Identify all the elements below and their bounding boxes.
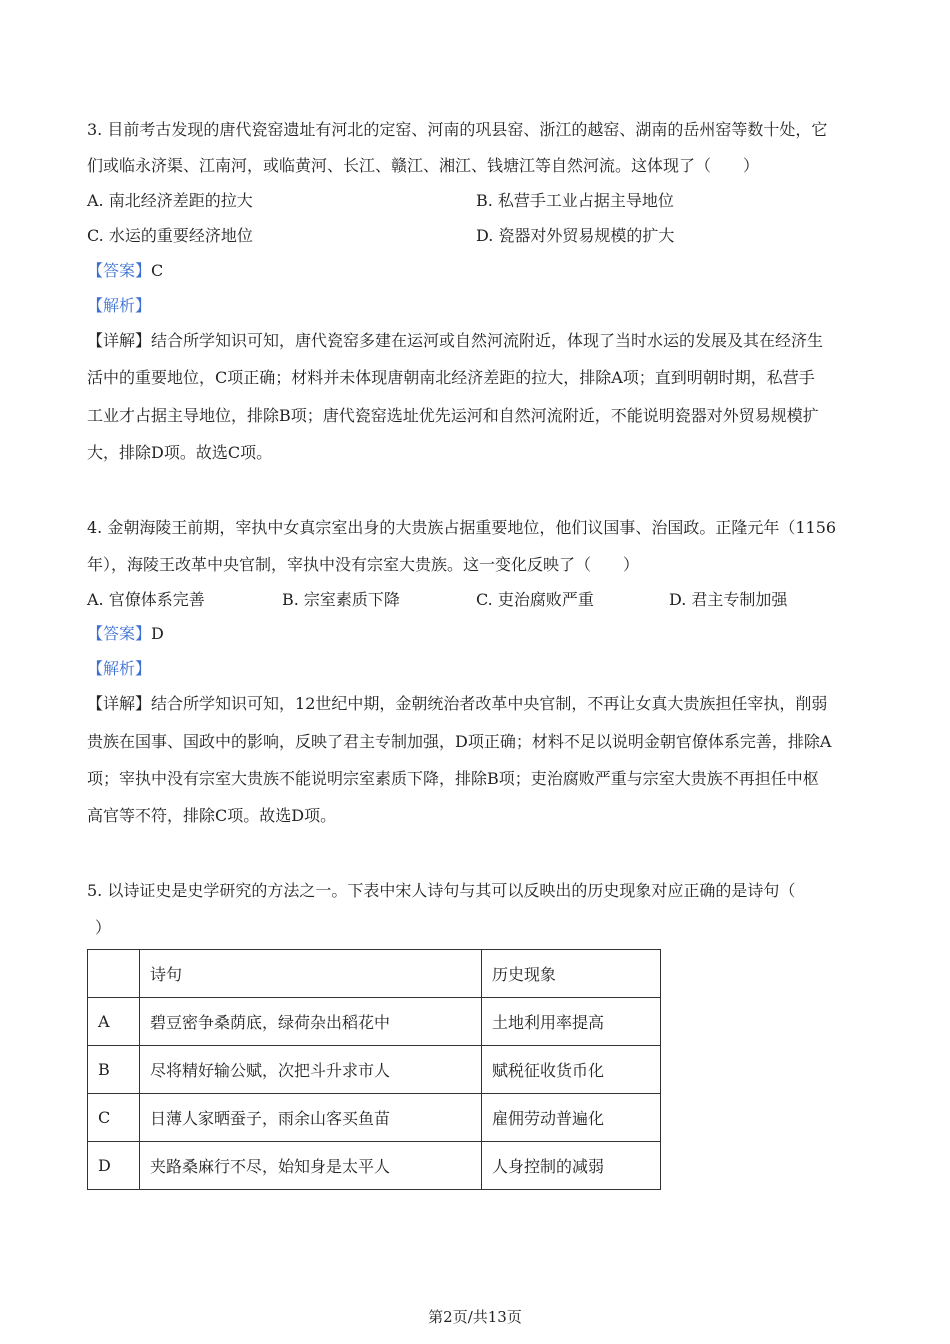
q5-table [87, 949, 661, 1190]
q3-option-d: D. 瓷器对外贸易规模的扩大 [476, 226, 675, 245]
q4-detail-line-1 [87, 694, 827, 714]
q3-option-c: C. 水运的重要经济地位 [87, 226, 253, 245]
q3-detail-line-1 [87, 331, 823, 351]
q3-detail-tag: 【详解】 [87, 331, 152, 350]
row-phenomenon: 土地利用率提高 [482, 998, 661, 1046]
q3-option-a: A. 南北经济差距的拉大 [87, 191, 253, 210]
q4-detail-line-4: 高官等不符，排除C项。故选D项。 [87, 806, 337, 825]
q4-answer-value: D [151, 624, 164, 643]
table-row [88, 998, 661, 1046]
q4-analysis-tag: 【解析】 [87, 659, 152, 678]
q4-option-c: C. 吏治腐败严重 [476, 590, 594, 609]
q3-analysis-tag: 【解析】 [87, 296, 152, 315]
q4-stem-line-2: 年），海陵王改革中央官制，宰执中没有宗室大贵族。这一变化反映了（ ） [87, 555, 640, 574]
q4-detail-tag: 【详解】 [87, 694, 152, 713]
table-header-row [88, 950, 661, 998]
row-phenomenon: 赋税征收货币化 [482, 1046, 661, 1094]
q3-answer-tag: 【答案】 [87, 261, 152, 280]
header-cell-poem: 诗句 [140, 950, 482, 998]
row-poem: 夹路桑麻行不尽，始知身是太平人 [140, 1142, 482, 1190]
q3-answer [87, 261, 163, 281]
q3-option-b: B. 私营手工业占据主导地位 [476, 191, 674, 210]
table-row [88, 1094, 661, 1142]
header-cell-label [88, 950, 140, 998]
row-poem: 碧豆密争桑荫底，绿荷杂出稻花中 [140, 998, 482, 1046]
q4-stem-line-1: 4. 金朝海陵王前期，宰执中女真宗室出身的大贵族占据重要地位，他们议国事、治国政。正隆元年（1156 [87, 518, 837, 537]
row-label: A [88, 998, 140, 1046]
row-poem: 尽将精好输公赋，次把斗升求市人 [140, 1046, 482, 1094]
q3-stem-line-1: 3. 目前考古发现的唐代瓷窑遗址有河北的定窑、河南的巩县窑、浙江的越窑、湖南的岳州窑等数十处，它 [87, 120, 828, 139]
q5-stem-line-2: ） [95, 918, 112, 937]
row-poem: 日薄人家晒蚕子，雨余山客买鱼苗 [140, 1094, 482, 1142]
page-footer: 第2页/共13页 [428, 1308, 522, 1326]
header-cell-phenomenon: 历史现象 [482, 950, 661, 998]
q3-detail-line-3: 工业才占据主导地位，排除B项；唐代瓷窑选址优先运河和自然河流附近，不能说明瓷器对外贸易规模扩 [87, 406, 819, 425]
q3-detail-line-4: 大，排除D项。故选C项。 [87, 443, 273, 462]
q4-option-a: A. 官僚体系完善 [87, 590, 205, 609]
q4-detail-line-2: 贵族在国事、国政中的影响，反映了君主专制加强，D项正确；材料不足以说明金朝官僚体系完善，排除A [87, 732, 832, 751]
q3-detail-line-2: 活中的重要地位，C项正确；材料并未体现唐朝南北经济差距的拉大，排除A项；直到明朝时期，私营手 [87, 368, 815, 387]
q4-option-d: D. 君主专制加强 [669, 590, 788, 609]
row-phenomenon: 雇佣劳动普遍化 [482, 1094, 661, 1142]
table-row [88, 1046, 661, 1094]
q3-detail-text-1: 结合所学知识可知，唐代瓷窑多建在运河或自然河流附近，体现了当时水运的发展及其在经济生 [151, 331, 824, 350]
table-row [88, 1142, 661, 1190]
q3-stem-line-2: 们或临永济渠、江南河，或临黄河、长江、赣江、湘江、钱塘江等自然河流。这体现了（ ） [87, 156, 760, 175]
q4-answer [87, 624, 164, 644]
row-phenomenon: 人身控制的减弱 [482, 1142, 661, 1190]
row-label: B [88, 1046, 140, 1094]
q3-answer-value: C [151, 261, 164, 280]
row-label: D [88, 1142, 140, 1190]
q5-stem-line-1: 5. 以诗证史是史学研究的方法之一。下表中宋人诗句与其可以反映出的历史现象对应正确的是诗句（ [87, 881, 796, 900]
q4-option-b: B. 宗室素质下降 [282, 590, 400, 609]
row-label: C [88, 1094, 140, 1142]
q4-detail-line-3: 项；宰执中没有宗室大贵族不能说明宗室素质下降，排除B项；吏治腐败严重与宗室大贵族不再担任中枢 [87, 769, 819, 788]
q4-detail-text-1: 结合所学知识可知，12世纪中期，金朝统治者改革中央官制，不再让女真大贵族担任宰执，削弱 [151, 694, 828, 713]
q4-answer-tag: 【答案】 [87, 624, 152, 643]
